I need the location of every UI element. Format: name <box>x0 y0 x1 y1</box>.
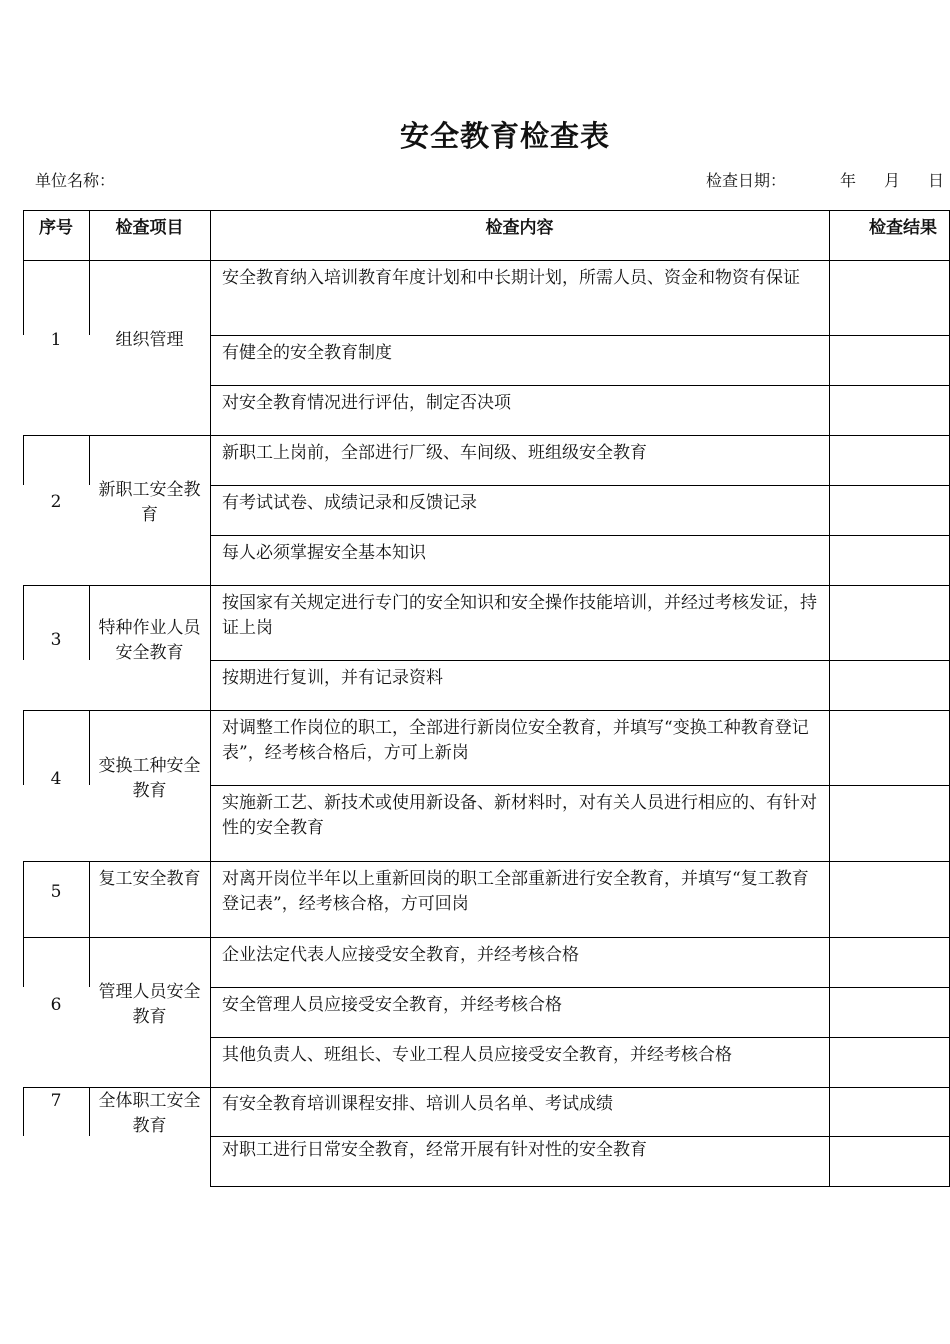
check-content: 有考试试卷、成绩记录和反馈记录 <box>222 493 477 513</box>
check-content: 按期进行复训，并有记录资料 <box>222 668 443 688</box>
check-content: 其他负责人、班组长、专业工程人员应接受安全教育，并经考核合格 <box>222 1045 732 1065</box>
check-content: 有健全的安全教育制度 <box>222 343 392 363</box>
check-item: 特种作业人员安全教育 <box>98 618 201 663</box>
header-content: 检查内容 <box>485 218 554 238</box>
check-content: 新职工上岗前，全部进行厂级、车间级、班组级安全教育 <box>222 443 647 463</box>
check-item: 全体职工安全教育 <box>98 1091 201 1136</box>
row-number: 3 <box>50 630 62 650</box>
row-number: 4 <box>50 769 62 789</box>
check-content: 每人必须掌握安全基本知识 <box>222 543 426 563</box>
unit-name-label: 单位名称： <box>35 171 116 190</box>
row-number: 6 <box>50 995 62 1015</box>
date-label: 检查日期： <box>706 171 787 190</box>
check-content: 按国家有关规定进行专门的安全知识和安全操作技能培训，并经过考核发证，持证上岗 <box>222 593 817 638</box>
check-item: 新职工安全教育 <box>98 480 201 525</box>
check-content: 安全管理人员应接受安全教育，并经考核合格 <box>222 995 562 1015</box>
check-content: 实施新工艺、新技术或使用新设备、新材料时，对有关人员进行相应的、有针对性的安全教育 <box>222 793 817 838</box>
date-month: 月 <box>884 171 901 190</box>
row-number: 7 <box>50 1091 62 1111</box>
date-day: 日 <box>928 171 945 190</box>
check-content: 对职工进行日常安全教育，经常开展有针对性的安全教育 <box>222 1140 647 1160</box>
row-number: 5 <box>50 882 62 902</box>
header-no: 序号 <box>39 218 73 238</box>
check-content: 企业法定代表人应接受安全教育，并经考核合格 <box>222 945 579 965</box>
row-number: 1 <box>50 330 62 350</box>
check-content: 对离开岗位半年以上重新回岗的职工全部重新进行安全教育，并填写“复工教育登记表”，经考核合格，方可回岗 <box>222 869 809 914</box>
check-content: 对安全教育情况进行评估，制定否决项 <box>222 393 511 413</box>
check-item: 管理人员安全教育 <box>98 982 201 1027</box>
check-content: 安全教育纳入培训教育年度计划和中长期计划，所需人员、资金和物资有保证 <box>222 268 800 288</box>
check-item: 变换工种安全教育 <box>98 756 201 801</box>
date-year: 年 <box>840 171 857 190</box>
check-content: 有安全教育培训课程安排、培训人员名单、考试成绩 <box>222 1094 613 1114</box>
check-item: 复工安全教育 <box>98 869 201 889</box>
document-title: 安全教育检查表 <box>399 119 610 153</box>
row-number: 2 <box>50 492 62 512</box>
header-result: 检查结果 <box>869 218 937 238</box>
header-item: 检查项目 <box>115 218 184 238</box>
check-item: 组织管理 <box>115 330 184 350</box>
check-content: 对调整工作岗位的职工，全部进行新岗位安全教育，并填写“变换工种教育登记表”，经考核合格后，方可上新岗 <box>222 718 809 763</box>
